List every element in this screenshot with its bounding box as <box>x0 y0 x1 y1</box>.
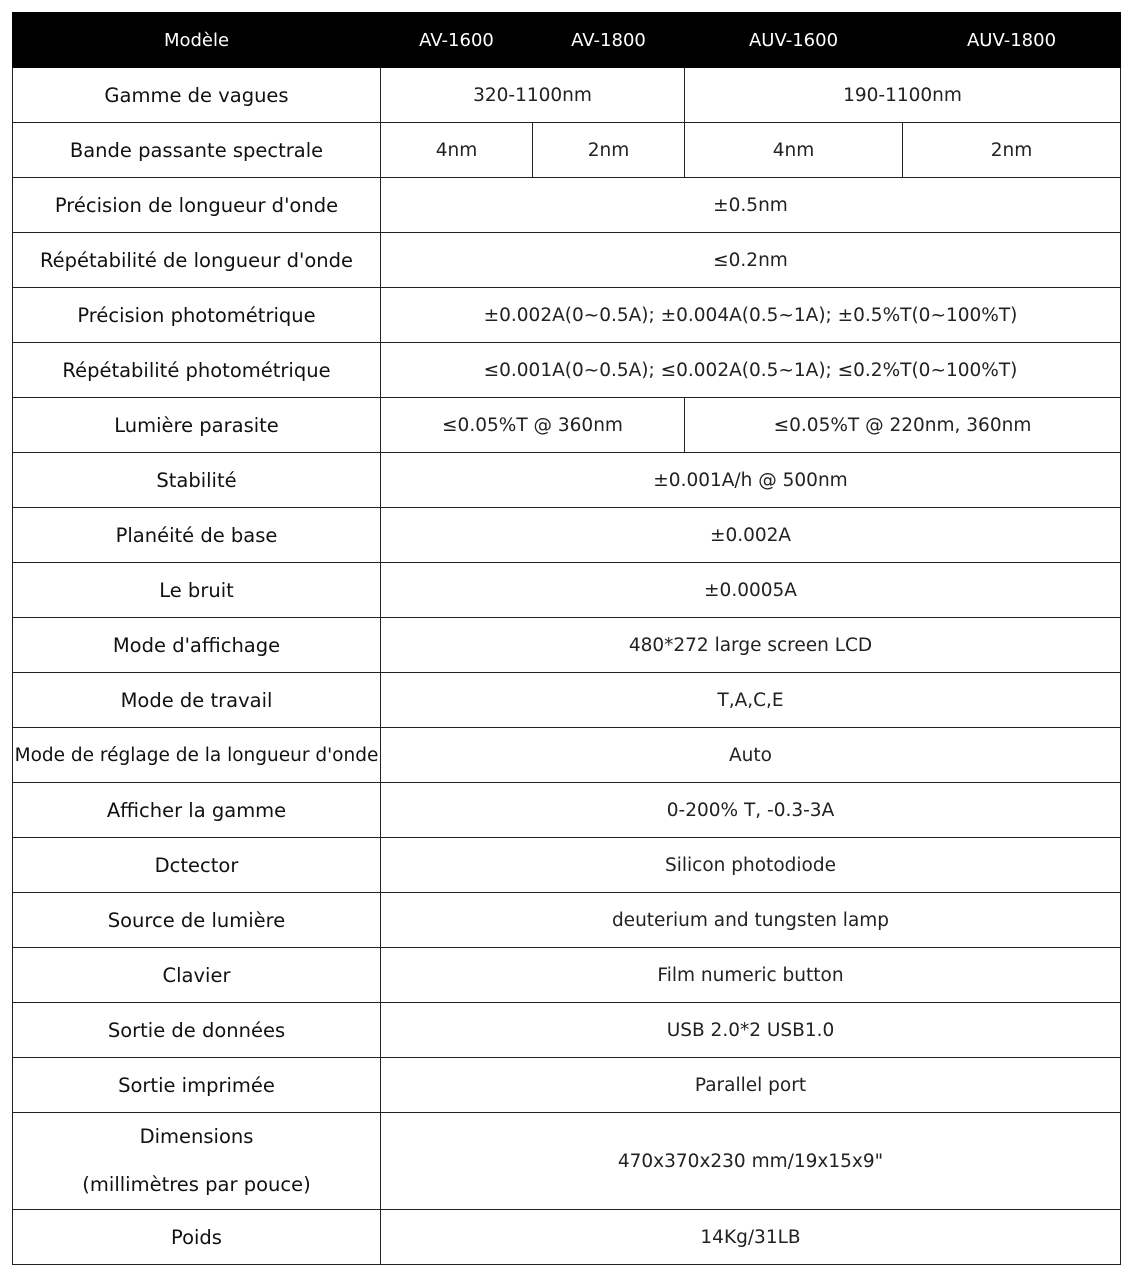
row-label: Clavier <box>13 948 381 1003</box>
row-value: ±0.5nm <box>381 178 1121 233</box>
table-row <box>13 123 1121 178</box>
row-value: ±0.002A <box>381 508 1121 563</box>
table-row <box>13 673 1121 728</box>
dimensions-label-line1: Dimensions <box>139 1125 254 1148</box>
table-row <box>13 1058 1121 1113</box>
row-label: Source de lumière <box>13 893 381 948</box>
table-row <box>13 1003 1121 1058</box>
table-row <box>13 563 1121 618</box>
row-value: Silicon photodiode <box>381 838 1121 893</box>
row-label: Le bruit <box>13 563 381 618</box>
table-row <box>13 948 1121 1003</box>
row-value: 480*272 large screen LCD <box>381 618 1121 673</box>
table-row <box>13 838 1121 893</box>
row-label: Stabilité <box>13 453 381 508</box>
row-value: 320-1100nm <box>381 68 685 123</box>
row-label: Sortie de données <box>13 1003 381 1058</box>
row-value: ≤0.001A(0~0.5A); ≤0.002A(0.5~1A); ≤0.2%T(0~100%T) <box>381 343 1121 398</box>
model-av-1800: AV-1800 <box>533 13 685 68</box>
row-label-dimensions <box>13 1113 381 1210</box>
table-row <box>13 453 1121 508</box>
table-row <box>13 508 1121 563</box>
row-label: Mode de travail <box>13 673 381 728</box>
table-row <box>13 288 1121 343</box>
row-label: Précision photométrique <box>13 288 381 343</box>
row-value: USB 2.0*2 USB1.0 <box>381 1003 1121 1058</box>
row-label: Répétabilité photométrique <box>13 343 381 398</box>
row-label: Précision de longueur d'onde <box>13 178 381 233</box>
table-row <box>13 68 1121 123</box>
row-label: Mode de réglage de la longueur d'onde <box>13 728 381 783</box>
row-label: Lumière parasite <box>13 398 381 453</box>
row-value: 14Kg/31LB <box>381 1210 1121 1265</box>
row-label: Dctector <box>13 838 381 893</box>
table-row <box>13 233 1121 288</box>
row-label: Poids <box>13 1210 381 1265</box>
row-value: 2nm <box>903 123 1121 178</box>
row-value: ≤0.05%T @ 360nm <box>381 398 685 453</box>
row-value: 4nm <box>381 123 533 178</box>
table-row <box>13 178 1121 233</box>
table-row <box>13 398 1121 453</box>
table-row <box>13 893 1121 948</box>
row-value: Parallel port <box>381 1058 1121 1113</box>
model-header: Modèle <box>13 13 381 68</box>
row-value: ≤0.2nm <box>381 233 1121 288</box>
row-value: ±0.001A/h @ 500nm <box>381 453 1121 508</box>
row-value: T,A,C,E <box>381 673 1121 728</box>
model-av-1600: AV-1600 <box>381 13 533 68</box>
table-row <box>13 783 1121 838</box>
table-row <box>13 728 1121 783</box>
row-value: 2nm <box>533 123 685 178</box>
model-auv-1800: AUV-1800 <box>903 13 1121 68</box>
row-value: Auto <box>381 728 1121 783</box>
row-label: Répétabilité de longueur d'onde <box>13 233 381 288</box>
row-label: Afficher la gamme <box>13 783 381 838</box>
row-value: deuterium and tungsten lamp <box>381 893 1121 948</box>
row-value: Film numeric button <box>381 948 1121 1003</box>
row-value: 190-1100nm <box>685 68 1121 123</box>
table-row <box>13 343 1121 398</box>
row-label: Bande passante spectrale <box>13 123 381 178</box>
table-row <box>13 1113 1121 1210</box>
row-label: Gamme de vagues <box>13 68 381 123</box>
row-value: 470x370x230 mm/19x15x9" <box>381 1113 1121 1210</box>
row-value: ±0.002A(0~0.5A); ±0.004A(0.5~1A); ±0.5%T(0~100%T) <box>381 288 1121 343</box>
model-auv-1600: AUV-1600 <box>685 13 903 68</box>
row-value: 0-200% T, -0.3-3A <box>381 783 1121 838</box>
table-row <box>13 1210 1121 1265</box>
table-row <box>13 618 1121 673</box>
row-label: Planéité de base <box>13 508 381 563</box>
header-row <box>13 13 1121 68</box>
row-value: 4nm <box>685 123 903 178</box>
row-value: ≤0.05%T @ 220nm, 360nm <box>685 398 1121 453</box>
row-value: ±0.0005A <box>381 563 1121 618</box>
row-label: Sortie imprimée <box>13 1058 381 1113</box>
dimensions-label-line2: (millimètres par pouce) <box>82 1173 311 1196</box>
row-label: Mode d'affichage <box>13 618 381 673</box>
spec-table <box>12 12 1121 1265</box>
